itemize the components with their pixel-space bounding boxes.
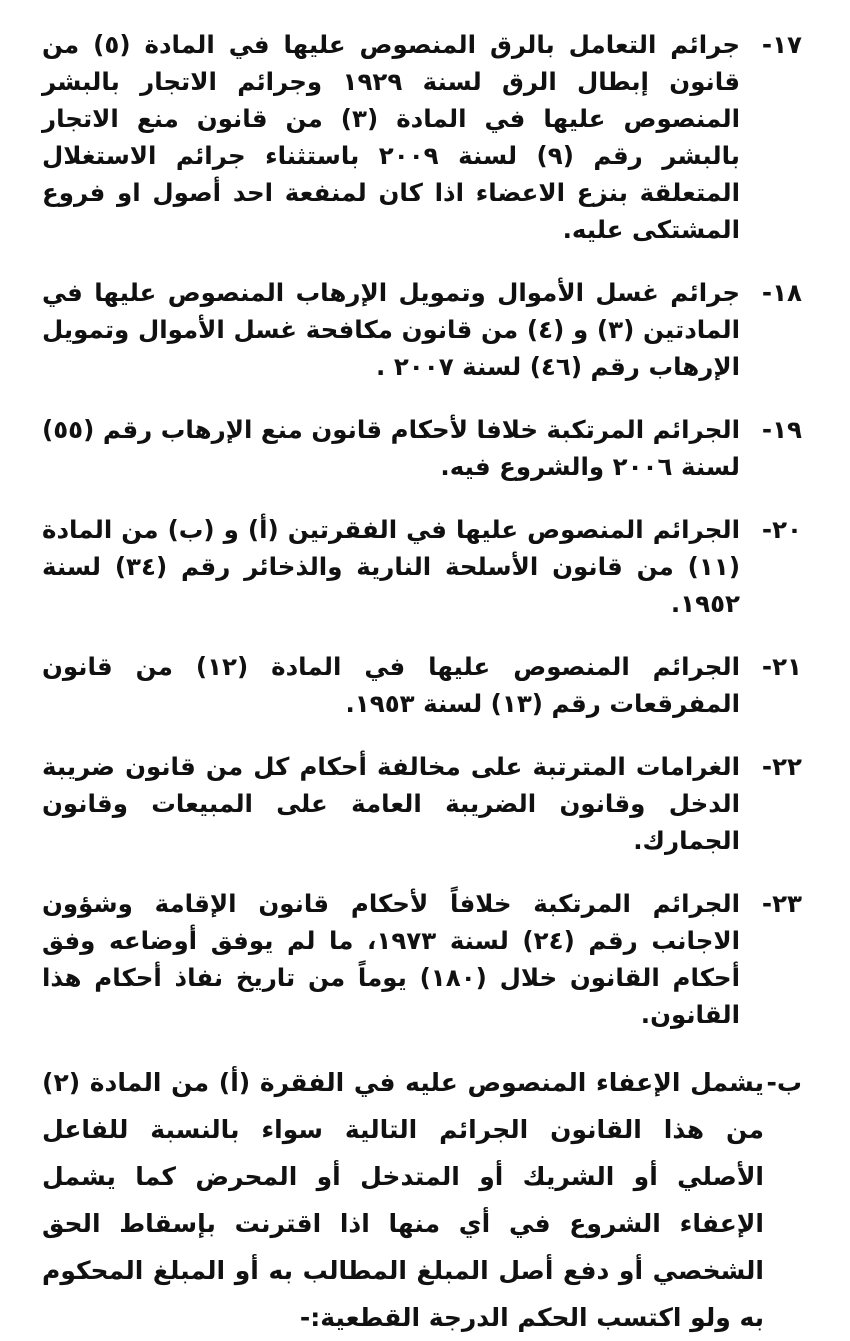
section-text: يشمل الإعفاء المنصوص عليه في الفقرة (أ) من المادة (٢) من هذا القانون الجرائم التالية سواء بالنسبة للفاعل الأصلي أو الشريك أو المتدخل أو المحرض كما يشمل الإعفاء الشروع في أي منها اذا اقترنت بإسقاط الحق الشخصي أو دفع أصل المبلغ المطالب به أو المبلغ المحكوم به ولو اكتسب الحكم الدرجة القطعية:- bbox=[42, 1068, 764, 1332]
item-text: الجرائم المرتكبة خلافا لأحكام قانون منع الإرهاب رقم (٥٥) لسنة ٢٠٠٦ والشروع فيه. bbox=[42, 415, 740, 481]
item-text: الجرائم المرتكبة خلافاً لأحكام قانون الإقامة وشؤون الاجانب رقم (٢٤) لسنة ١٩٧٣، ما لم يوفق أوضاعه وفق أحكام القانون خلال (١٨٠) يوماً من تاريخ نفاذ أحكام هذا القانون. bbox=[42, 889, 741, 1029]
item-number: ٢١- bbox=[761, 652, 802, 681]
section-label: ب- bbox=[766, 1068, 802, 1097]
item-number: ١٨- bbox=[761, 278, 802, 307]
item-number: ٢٠- bbox=[761, 515, 802, 544]
item-text: جرائم التعامل بالرق المنصوص عليها في المادة (٥) من قانون إبطال الرق لسنة ١٩٢٩ وجرائم الاتجار بالبشر المنصوص عليها في المادة (٣) من قانون منع الاتجار بالبشر رقم (٩) لسنة ٢٠٠٩ باستثناء جرائم الاستغلال المتعلقة بنزع الاعضاء اذا كان لمنفعة احد أصول او فروع المشتكى عليه. bbox=[42, 30, 741, 244]
document-page bbox=[42, 26, 802, 1341]
item-number: ١٧- bbox=[761, 30, 802, 59]
item-number: ١٩- bbox=[761, 415, 802, 444]
list-item-20 bbox=[42, 511, 802, 622]
list-item-22 bbox=[42, 748, 802, 859]
list-item-18 bbox=[42, 274, 802, 385]
item-text: جرائم غسل الأموال وتمويل الإرهاب المنصوص عليها في المادتين (٣) و (٤) من قانون مكافحة غسل الأموال وتمويل الإرهاب رقم (٤٦) لسنة ٢٠٠٧ . bbox=[42, 278, 740, 381]
item-number: ٢٣- bbox=[761, 889, 802, 918]
item-text: الغرامات المترتبة على مخالفة أحكام كل من قانون ضريبة الدخل وقانون الضريبة العامة على المبيعات وقانون الجمارك. bbox=[42, 752, 740, 855]
list-item-23 bbox=[42, 885, 802, 1033]
list-item-17 bbox=[42, 26, 802, 248]
item-text: الجرائم المنصوص عليها في الفقرتين (أ) و (ب) من المادة (١١) من قانون الأسلحة النارية والذخائر رقم (٣٤) لسنة ١٩٥٢. bbox=[42, 515, 741, 618]
item-number: ٢٢- bbox=[761, 752, 802, 781]
list-item-21 bbox=[42, 648, 802, 722]
list-item-19 bbox=[42, 411, 802, 485]
item-text: الجرائم المنصوص عليها في المادة (١٢) من قانون المفرقعات رقم (١٣) لسنة ١٩٥٣. bbox=[42, 652, 740, 718]
section-b bbox=[42, 1059, 802, 1341]
